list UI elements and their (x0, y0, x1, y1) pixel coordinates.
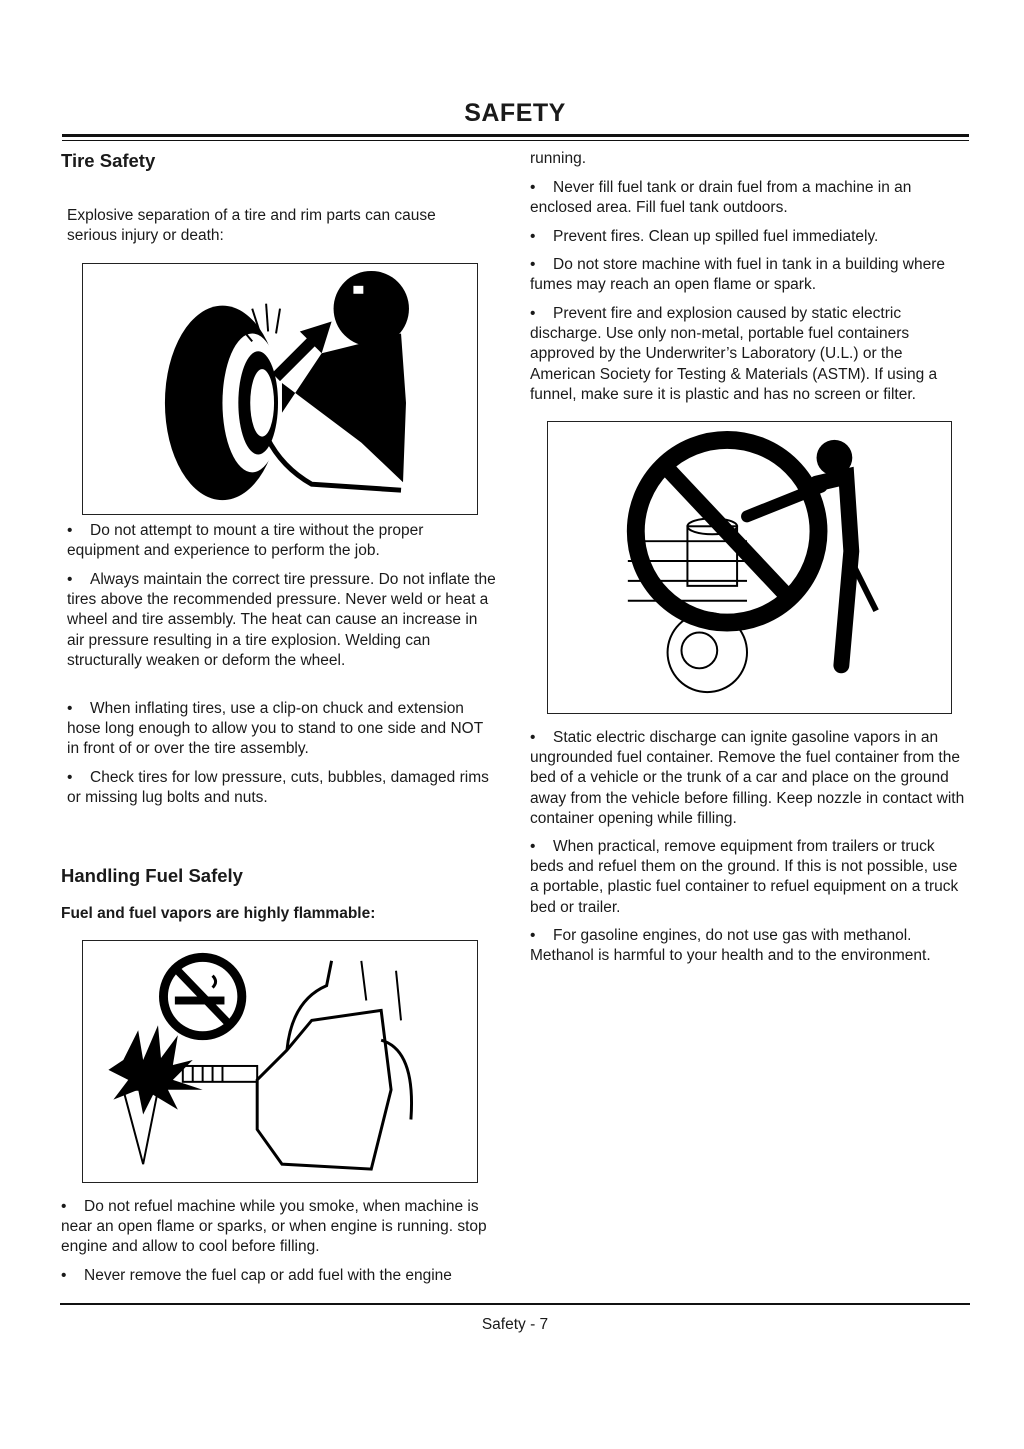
fuel-right-bullet-3: • Do not store machine with fuel in tank in a building where fumes may reach an open flame or spark. (530, 256, 946, 294)
tire-bullet-1: • Do not attempt to mount a tire without the proper equipment and experience to perform the job. (67, 522, 424, 560)
fuel-right-bullet-6: • When practical, remove equipment from trailers or truck beds and refuel them on the ground. If this is not possible, use a portable, plastic fuel container to refuel equipment on a truck bed or trailer. (530, 838, 959, 916)
footer-rule (60, 1303, 970, 1305)
tire-bullet-2: • Always maintain the correct tire pressure. Do not inflate the tires above the recommended pressure. Never weld or heat a wheel and tire assembly. The heat can cause an increase in air pressure resulting in a tire explosion. Welding can structurally weaken or deform the wheel. (67, 571, 496, 669)
fuel-right-bullet-4: • Prevent fire and explosion caused by static electric discharge. Use only non-metal, portable fuel containers approved by the Underwriter’s Laboratory (U.L.) or the American Society for Testing & Materials (ASTM). If using a funnel, make sure it is plastic and has no screen or filter. (530, 305, 938, 403)
fuel-fire-figure (82, 940, 478, 1183)
fuel-continuation: running. (530, 150, 587, 167)
fuel-right-bullet-5: • Static electric discharge can ignite gasoline vapors in an ungrounded fuel container. Remove the fuel container from the bed of a vehicle or the trunk of a car and place on the ground away from the vehicle before filling. Keep nozzle in contact with container opening while filling. (530, 729, 965, 827)
page-footer: Safety - 7 (481, 1316, 549, 1333)
tire-explosion-icon (83, 264, 477, 514)
header-rule-thin (62, 140, 969, 141)
fuel-right-bullet-2: • Prevent fires. Clean up spilled fuel immediately. (530, 228, 879, 245)
fuel-flammable-subheading: Fuel and fuel vapors are highly flammable: (61, 905, 376, 922)
page-title: SAFETY (464, 99, 566, 127)
header-rule-thick (62, 134, 969, 137)
fuel-right-bullet-1: • Never fill fuel tank or drain fuel from a machine in an enclosed area. Fill fuel tank outdoors. (530, 179, 912, 217)
tire-intro: Explosive separation of a tire and rim parts can cause serious injury or death: (67, 207, 436, 245)
handling-fuel-heading: Handling Fuel Safely (61, 865, 243, 886)
tire-explosion-figure (82, 263, 478, 515)
no-smoking-fuel-fire-icon (83, 941, 477, 1182)
fuel-right-bullet-7: • For gasoline engines, do not use gas with methanol. Methanol is harmful to your health and to the environment. (530, 927, 931, 965)
tire-bullet-3: • When inflating tires, use a clip-on chuck and extension hose long enough to allow you to stand to one side and NOT in front of or over the tire assembly. (67, 700, 483, 758)
fuel-left-bullet-2: • Never remove the fuel cap or add fuel with the engine (61, 1267, 452, 1284)
tire-bullet-4: • Check tires for low pressure, cuts, bubbles, damaged rims or missing lug bolts and nuts. (67, 769, 489, 807)
tire-safety-heading: Tire Safety (61, 150, 156, 171)
fuel-left-bullet-1: • Do not refuel machine while you smoke, when machine is near an open flame or sparks, or when engine is running. stop engine and allow to cool before filling. (61, 1198, 487, 1256)
truck-refuel-figure (547, 421, 952, 714)
no-refuel-on-truck-bed-icon (548, 422, 951, 713)
